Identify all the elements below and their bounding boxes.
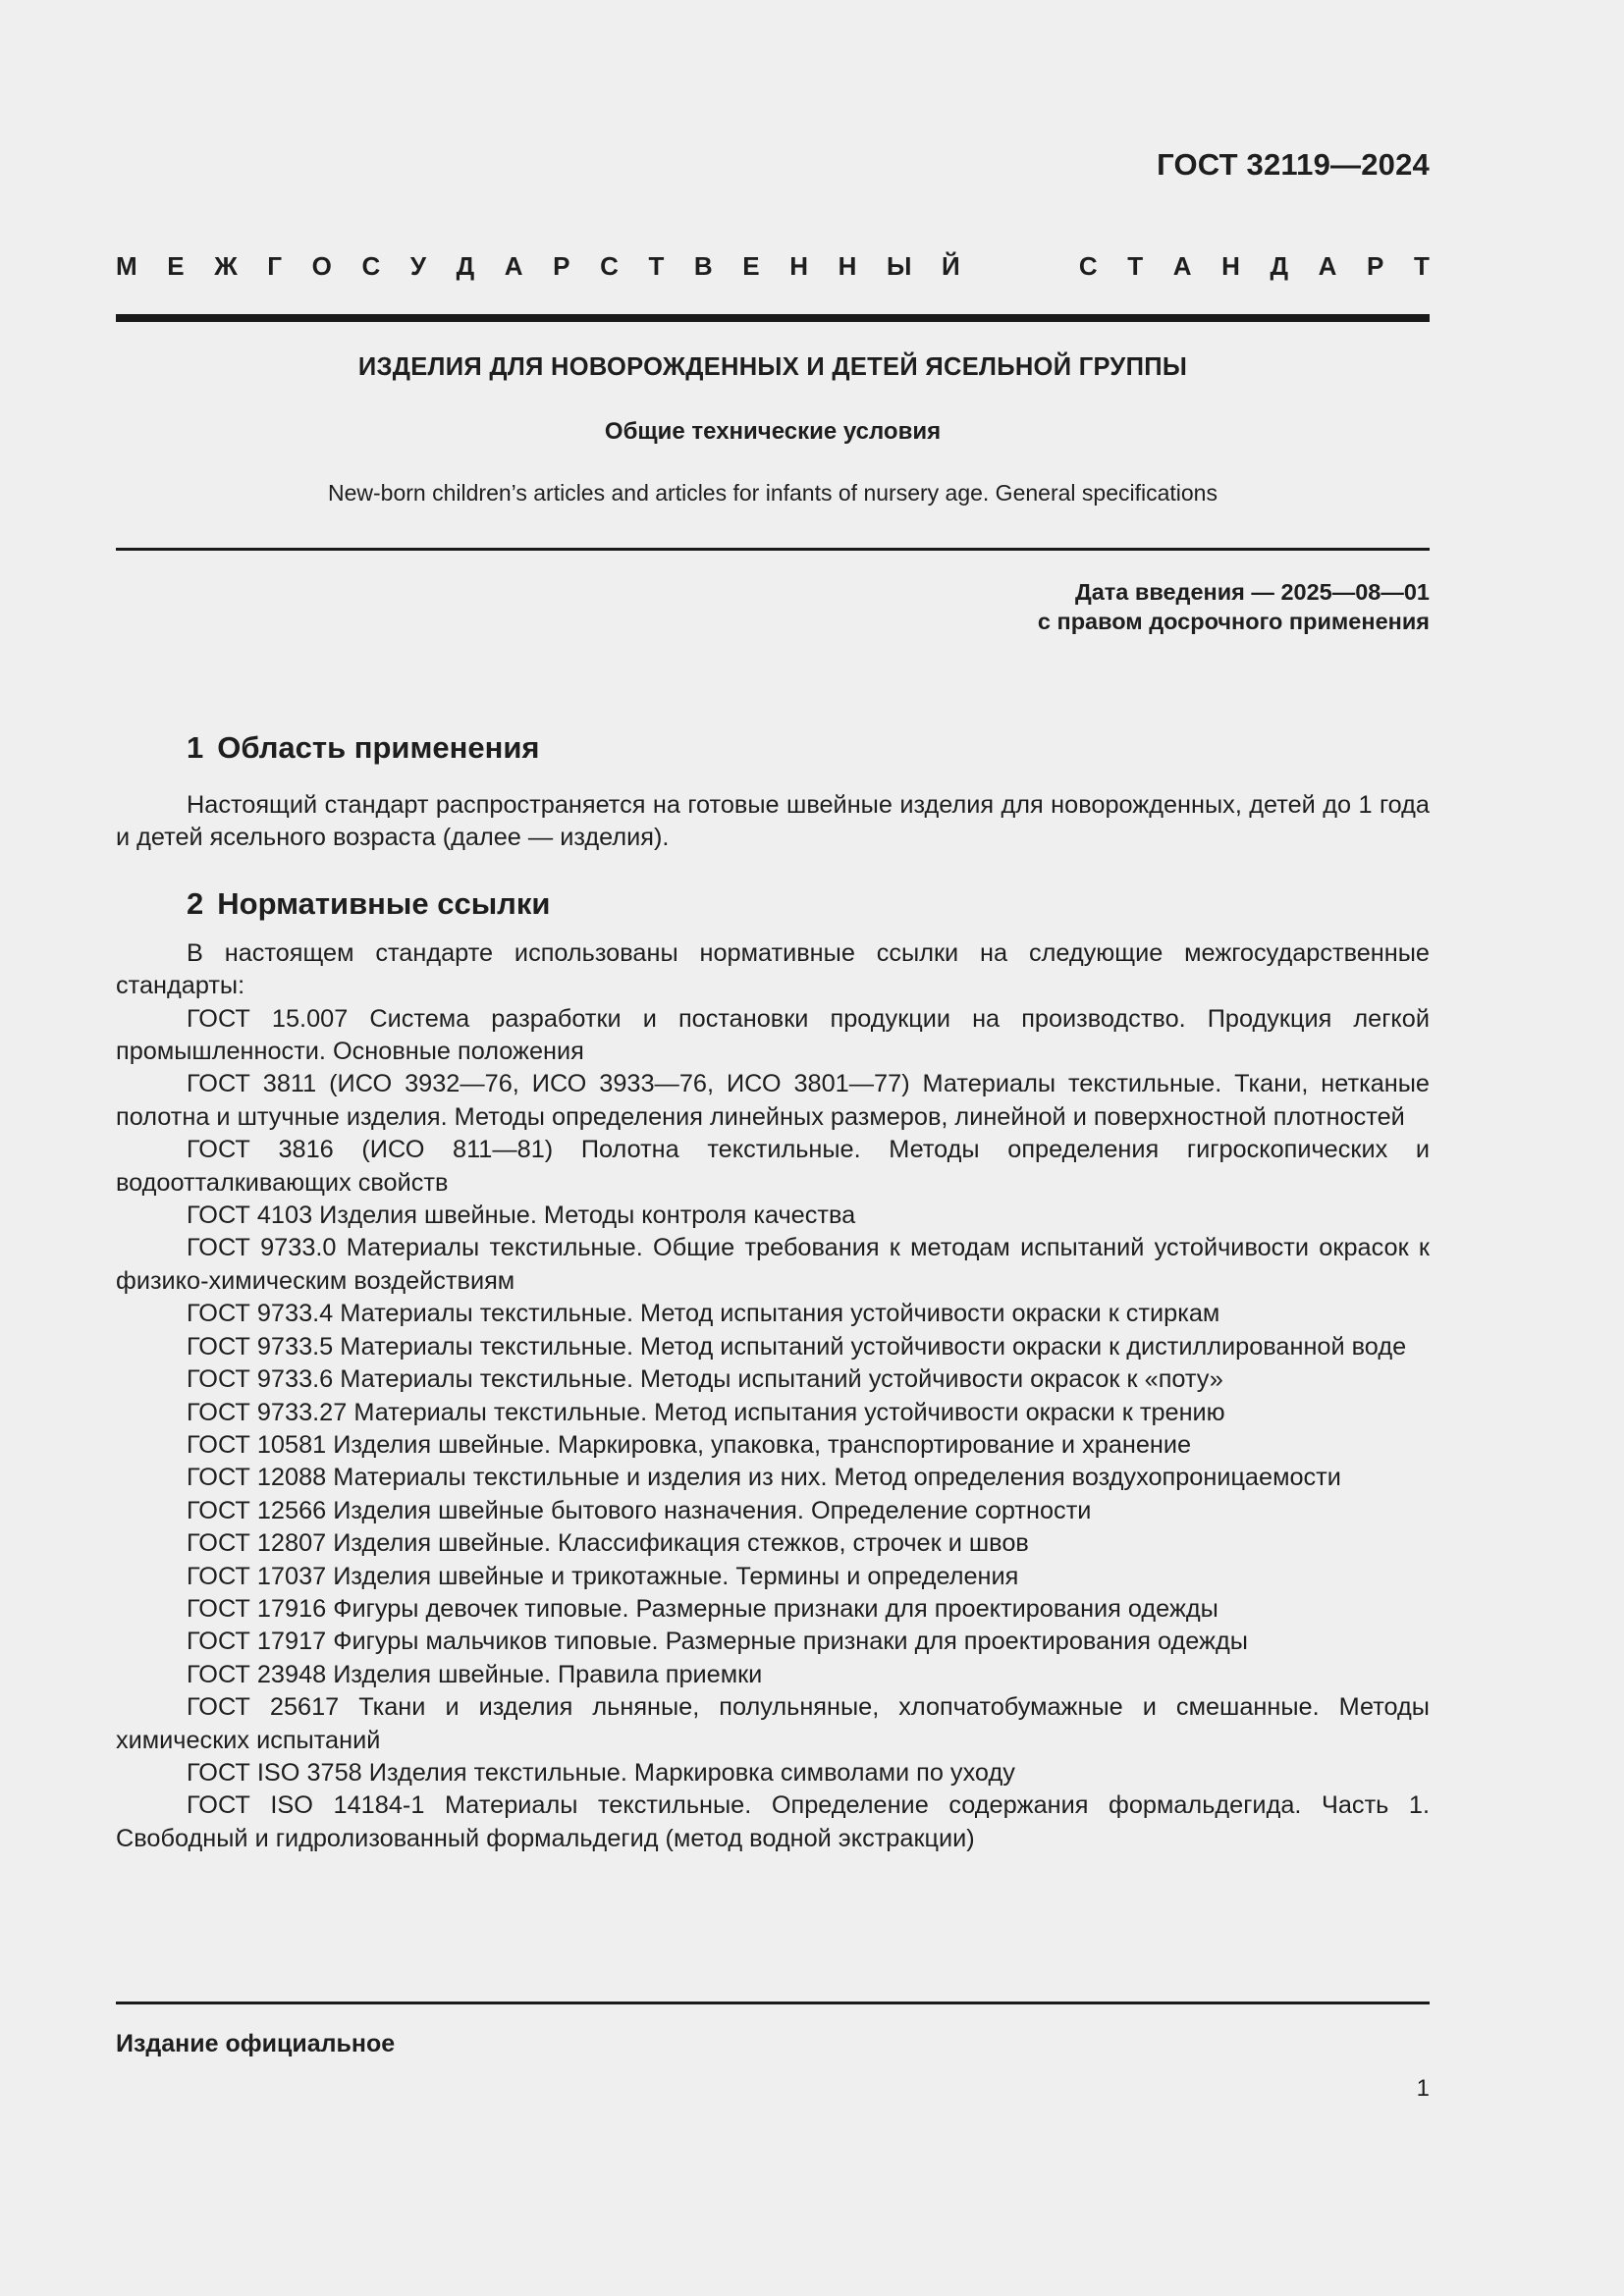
banner-letter: А <box>1318 251 1337 281</box>
banner-letter: Р <box>1367 251 1384 281</box>
banner-letter: Й <box>942 251 960 281</box>
banner-letter: О <box>311 251 332 281</box>
title-rule <box>116 548 1430 551</box>
section-title-text: Нормативные ссылки <box>217 885 551 921</box>
banner-letter: Д <box>456 251 475 281</box>
reference-item: ГОСТ 23948 Изделия швейные. Правила приемки <box>187 1660 763 1688</box>
document-number: ГОСТ 32119—2024 <box>1157 147 1430 182</box>
banner-letter: Ж <box>214 251 238 281</box>
banner-letter: Р <box>553 251 570 281</box>
reference-item: ГОСТ 3816 (ИСО 811—81) Полотна текстильные. Методы определения гигроскопических и водоотталкивающих свойств <box>116 1136 1430 1197</box>
banner-letter: Е <box>167 251 185 281</box>
reference-item: ГОСТ 9733.0 Материалы текстильные. Общие требования к методам испытаний устойчивости окрасок к физико-химическим воздействиям <box>116 1234 1430 1295</box>
banner-letter: Т <box>1413 251 1430 281</box>
reference-item: ГОСТ ISO 3758 Изделия текстильные. Маркировка символами по уходу <box>187 1758 1015 1787</box>
document-subtitle: Общие технические условия <box>604 418 942 445</box>
reference-item: ГОСТ 12566 Изделия швейные бытового назначения. Определение сортности <box>187 1496 1092 1524</box>
header-thick-rule <box>116 314 1430 322</box>
banner-letter: С <box>361 251 381 281</box>
banner-letter: Г <box>267 251 283 281</box>
section-paragraph: В настоящем стандарте использованы нормативные ссылки на следующие межгосударственные стандарты: <box>116 938 1430 1000</box>
reference-item: ГОСТ 10581 Изделия швейные. Маркировка, упаковка, транспортирование и хранение <box>187 1430 1192 1459</box>
banner-word-gap <box>990 251 1049 282</box>
document-page <box>116 0 1430 2296</box>
banner-letter: В <box>693 251 713 281</box>
effective-date-block <box>1038 577 1430 636</box>
banner-letter: Н <box>789 251 809 281</box>
banner-letter: С <box>600 251 619 281</box>
banner-letter: Н <box>838 251 857 281</box>
banner-letter: А <box>1172 251 1192 281</box>
section-paragraph: Настоящий стандарт распространяется на готовые швейные изделия для новорожденных, детей до 1 года и детей ясельного возраста (далее — изделия). <box>116 791 1430 852</box>
banner-letter: С <box>1078 251 1098 281</box>
section-heading-scope <box>116 728 1430 768</box>
reference-item: ГОСТ 9733.6 Материалы текстильные. Методы испытаний устойчивости окрасок к «поту» <box>187 1365 1223 1394</box>
effective-date: Дата введения — 2025—08—01 <box>1074 579 1430 605</box>
reference-item: ГОСТ 15.007 Система разработки и постановки продукции на производство. Продукция легкой промышленности. Основные положения <box>116 1004 1430 1066</box>
reference-item: ГОСТ ISO 14184-1 Материалы текстильные. Определение содержания формальдегида. Часть 1. Свободный и гидролизованный формальдегид (метод водной экстракции) <box>116 1791 1430 1852</box>
reference-item: ГОСТ 17916 Фигуры девочек типовые. Размерные признаки для проектирования одежды <box>187 1594 1218 1623</box>
reference-item: ГОСТ 17037 Изделия швейные и трикотажные. Термины и определения <box>187 1562 1019 1590</box>
banner-letter: У <box>409 251 427 281</box>
reference-item: ГОСТ 9733.27 Материалы текстильные. Метод испытания устойчивости окраски к трению <box>187 1398 1225 1426</box>
section-title-text: Область применения <box>217 730 540 765</box>
banner-letter: Д <box>1270 251 1289 281</box>
reference-item: ГОСТ 12807 Изделия швейные. Классификация стежков, строчек и швов <box>187 1529 1029 1558</box>
banner-letter: А <box>504 251 523 281</box>
early-application-note: с правом досрочного применения <box>1037 609 1430 634</box>
document-title-english: New-born children’s articles and articles for infants of nursery age. General specifications <box>328 480 1218 506</box>
section-heading-normative-references <box>116 884 1430 924</box>
banner-letter: М <box>116 251 137 281</box>
reference-item: ГОСТ 17917 Фигуры мальчиков типовые. Размерные признаки для проектирования одежды <box>187 1628 1248 1656</box>
document-title: ИЗДЕЛИЯ ДЛЯ НОВОРОЖДЕННЫХ И ДЕТЕЙ ЯСЕЛЬНОЙ ГРУППЫ <box>357 353 1188 381</box>
reference-item: ГОСТ 9733.5 Материалы текстильные. Метод испытаний устойчивости окраски к дистиллированной воде <box>187 1332 1407 1361</box>
reference-item: ГОСТ 12088 Материалы текстильные и изделия из них. Метод определения воздухопроницаемости <box>187 1464 1341 1492</box>
banner-letter: Ы <box>886 251 912 281</box>
reference-list <box>116 1003 1430 1856</box>
document-body <box>116 728 1430 1855</box>
standard-banner <box>116 251 1430 282</box>
reference-item: ГОСТ 25617 Ткани и изделия льняные, полульняные, хлопчатобумажные и смешанные. Методы химических испытаний <box>116 1693 1430 1754</box>
banner-letter: Т <box>648 251 665 281</box>
reference-item: ГОСТ 3811 (ИСО 3932—76, ИСО 3933—76, ИСО 3801—77) Материалы текстильные. Ткани, нетканые полотна и штучные изделия. Методы определения линейных размеров, линейной и поверхностной плотностей <box>116 1070 1430 1131</box>
banner-letter: Т <box>1127 251 1144 281</box>
section-number: 2 <box>187 885 204 921</box>
page-number: 1 <box>1416 2075 1430 2102</box>
banner-letter: Н <box>1221 251 1240 281</box>
section-number: 1 <box>187 730 204 765</box>
reference-item: ГОСТ 9733.4 Материалы текстильные. Метод испытания устойчивости окраски к стиркам <box>187 1300 1220 1328</box>
reference-item: ГОСТ 4103 Изделия швейные. Методы контроля качества <box>187 1201 856 1230</box>
official-edition-label: Издание официальное <box>116 2030 396 2057</box>
footer-rule <box>116 2002 1430 2004</box>
banner-letter: Е <box>742 251 760 281</box>
